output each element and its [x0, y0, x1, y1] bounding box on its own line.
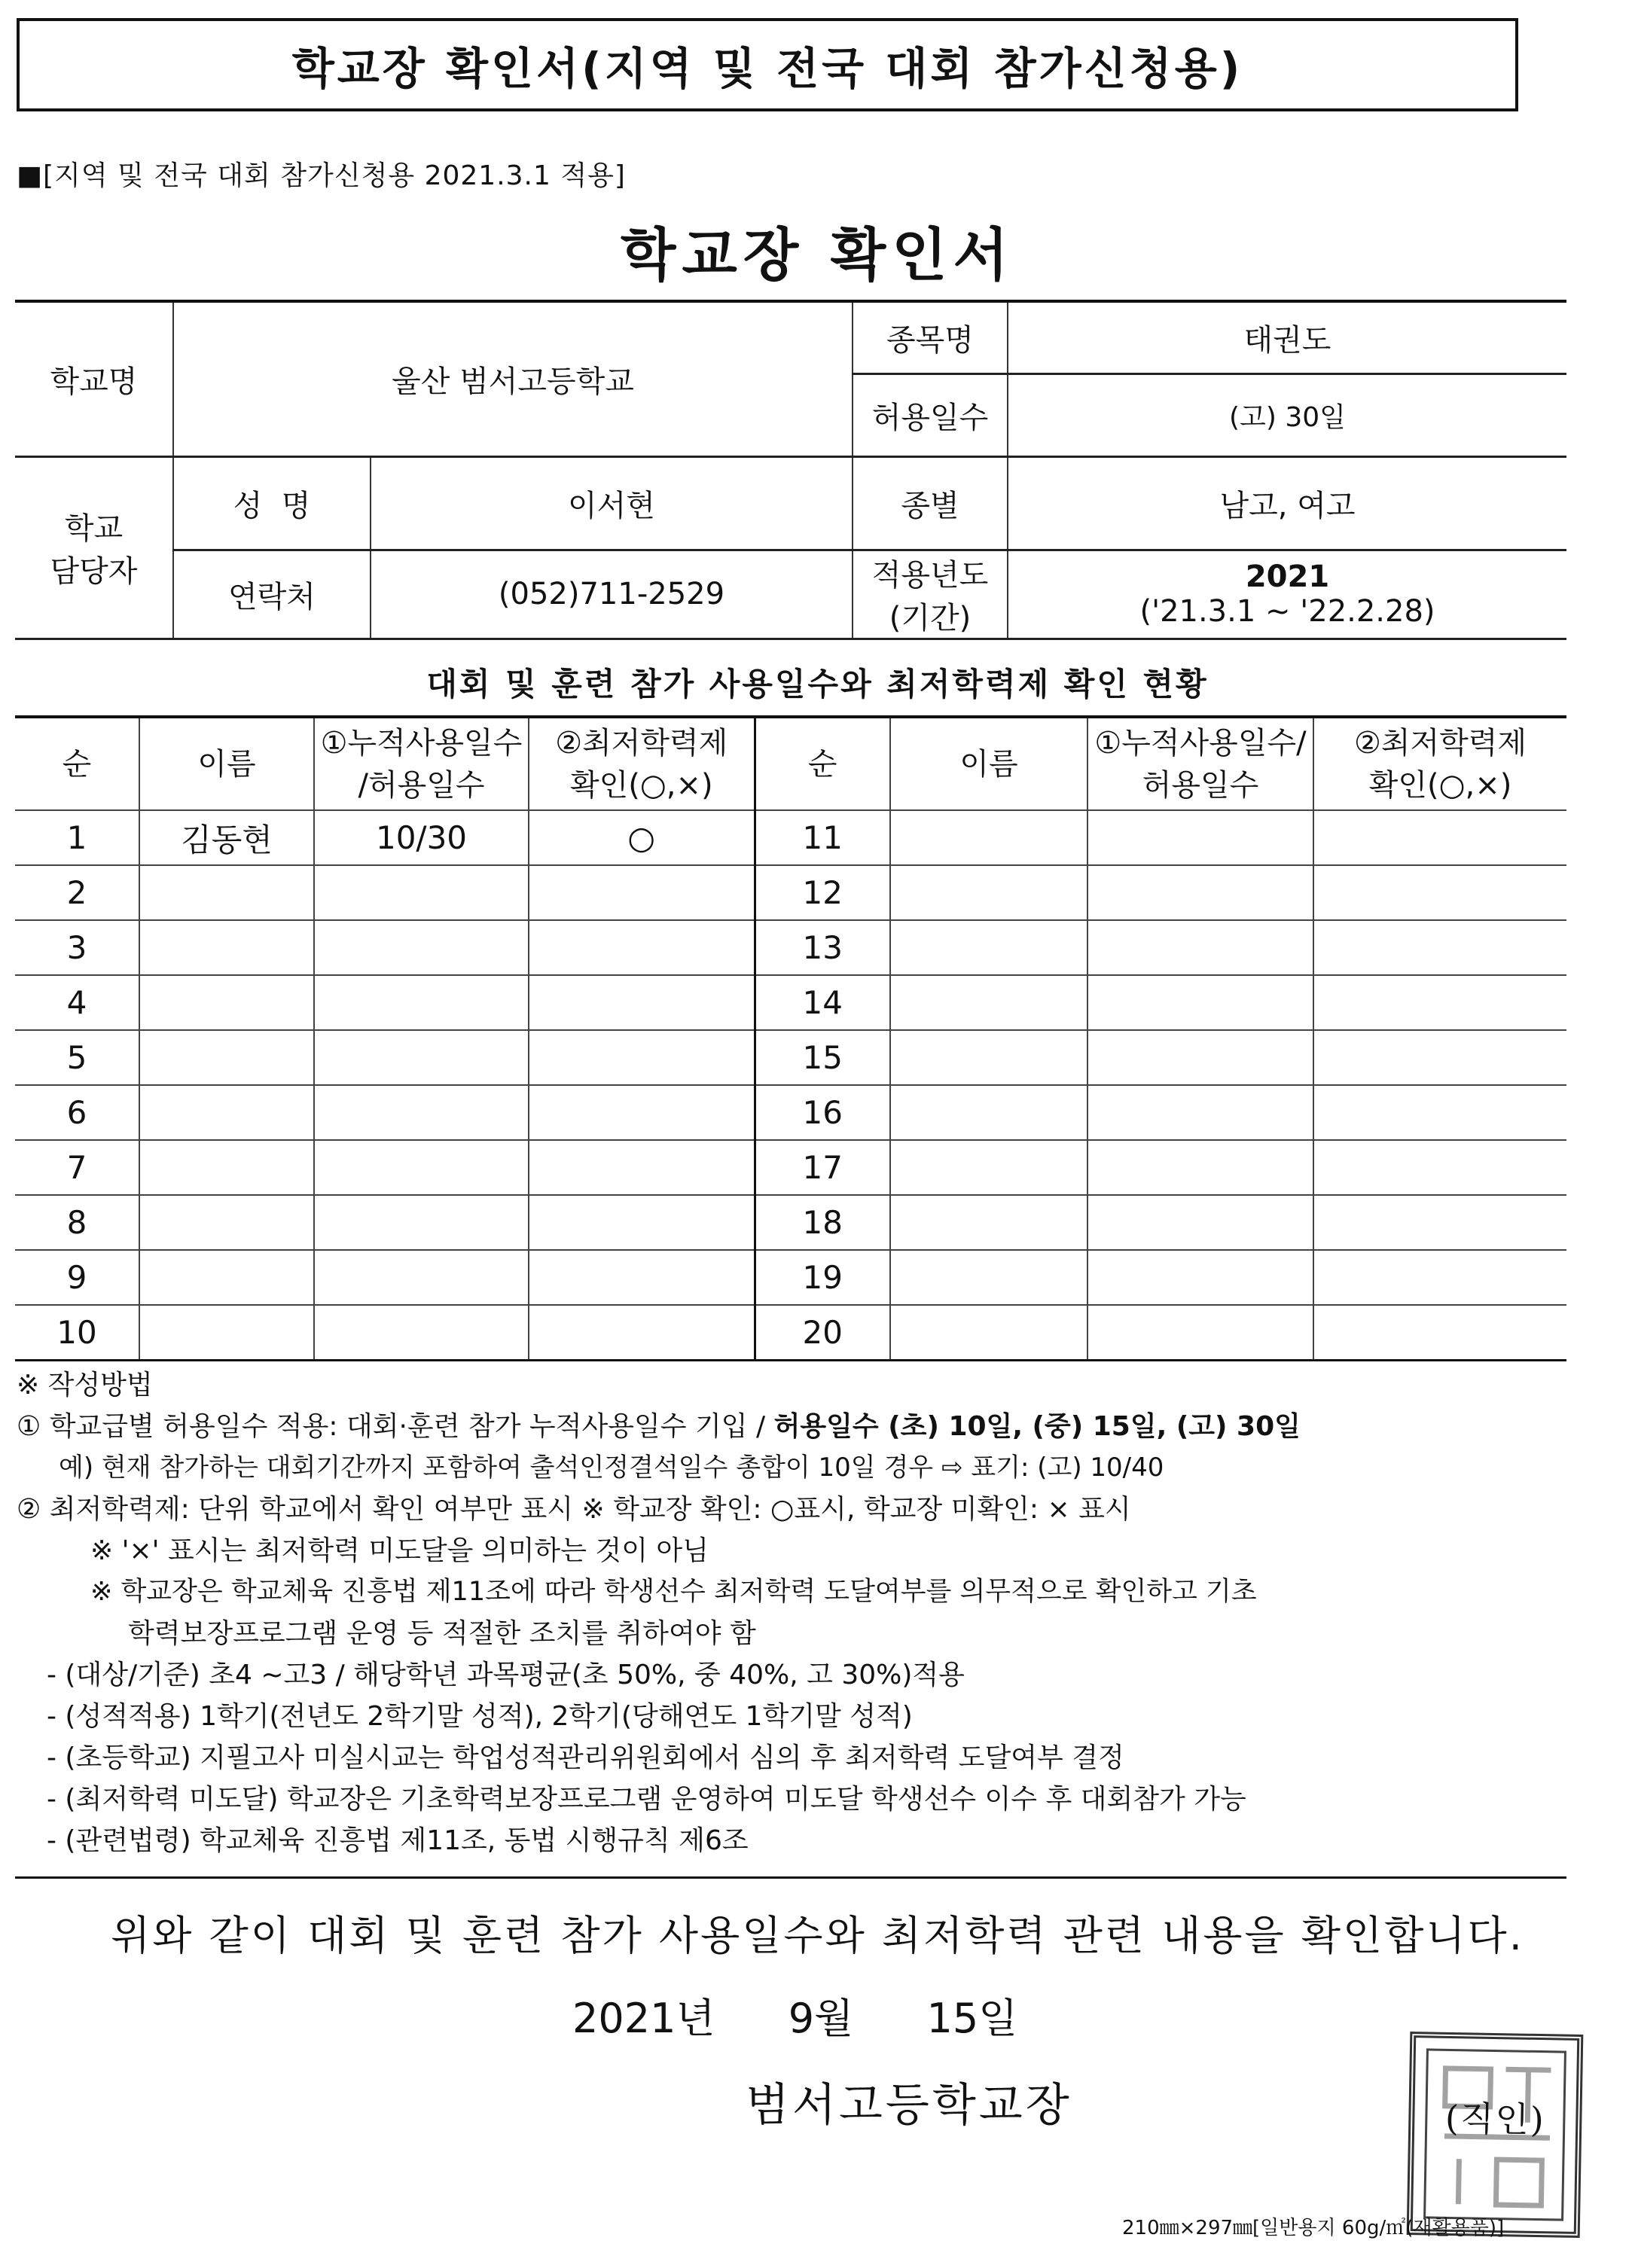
row-name-right — [890, 920, 1087, 975]
allowed-days-value: (고) 30일 — [1008, 373, 1566, 456]
row-days-right — [1087, 975, 1313, 1030]
row-no: 10 — [15, 1305, 139, 1360]
period-value — [1008, 550, 1566, 639]
instructions-section — [17, 1364, 1576, 1861]
row-check — [529, 920, 755, 975]
row-days — [314, 1305, 529, 1360]
status-section-heading: 대회 및 훈련 참가 사용일수와 최저학력제 확인 현황 — [426, 666, 1209, 703]
row-no: 2 — [15, 865, 139, 920]
instruction-1-emphasis: 허용일수 (초) 10일, (중) 15일, (고) 30일 — [773, 1411, 1301, 1442]
row-name — [139, 920, 314, 975]
table-row — [15, 810, 1566, 865]
table-row — [15, 865, 1566, 920]
row-name — [139, 975, 314, 1030]
seal-label: (직인) — [1444, 2097, 1546, 2141]
col-header-no-right: 순 — [755, 717, 890, 810]
row-check — [529, 1030, 755, 1085]
row-name — [139, 1305, 314, 1360]
row-name-right — [890, 1195, 1087, 1250]
instructions-title: ※ 작성방법 — [17, 1370, 153, 1401]
row-days-right — [1087, 1085, 1313, 1140]
period-range: ('21.3.1 ~ '22.2.28) — [1139, 594, 1435, 629]
col-header-check-right-line1: ②최저학력제 — [1353, 725, 1527, 761]
row-name-right — [890, 1250, 1087, 1305]
row-check-right — [1313, 975, 1566, 1030]
col-header-days-line1: ①누적사용일수 — [320, 725, 523, 761]
form-banner-title: 학교장 확인서(지역 및 전국 대회 참가신청용) — [17, 18, 1518, 111]
table-row — [15, 1305, 1566, 1360]
staff-name-label: 성 명 — [173, 456, 371, 550]
row-name — [139, 1195, 314, 1250]
row-days-right — [1087, 1030, 1313, 1085]
form-applicability-note: ■[지역 및 전국 대회 참가신청용 2021.3.1 적용] — [17, 160, 626, 191]
col-header-check-right-line2: 확인(○,×) — [1368, 767, 1512, 803]
roster-body — [15, 810, 1566, 1360]
row-name — [139, 1250, 314, 1305]
row-no-right: 16 — [755, 1085, 890, 1140]
row-no-right: 15 — [755, 1030, 890, 1085]
row-no-right: 12 — [755, 865, 890, 920]
row-check — [529, 1195, 755, 1250]
row-no: 1 — [15, 810, 139, 865]
row-check — [529, 975, 755, 1030]
school-name-value: 울산 범서고등학교 — [173, 301, 853, 456]
row-check — [529, 1250, 755, 1305]
row-days — [314, 1250, 529, 1305]
issue-date — [572, 1986, 1017, 2044]
detail-below-minimum: - (최저학력 미도달) 학교장은 기초학력보장프로그램 운영하여 미도달 학생선수 이수 후 대회참가 가능 — [47, 1784, 1246, 1815]
instruction-2-note-b1: ※ 학교장은 학교체육 진흥법 제11조에 따라 학생선수 최저학력 도달여부를 의무적으로 확인하고 기초 — [90, 1577, 1257, 1607]
instruction-2: ② 최저학력제: 단위 학교에서 확인 여부만 표시 ※ 학교장 확인: ○표시, 학교장 미확인: × 표시 — [17, 1494, 1131, 1525]
period-label-line2: (기간) — [889, 601, 972, 636]
row-days — [314, 865, 529, 920]
period-label — [853, 550, 1008, 639]
principal-signature-line: 범서고등학교장 — [746, 2079, 1072, 2132]
instruction-1-text: ① 학교급별 허용일수 적용: 대회·훈련 참가 누적사용일수 기입 / — [17, 1411, 774, 1442]
row-days — [314, 975, 529, 1030]
category-label: 종별 — [853, 456, 1008, 550]
row-no-right: 19 — [755, 1250, 890, 1305]
col-header-days — [314, 717, 529, 810]
row-days-right — [1087, 1140, 1313, 1195]
row-days-right — [1087, 1250, 1313, 1305]
document-title: 학교장 확인서 — [621, 221, 1014, 288]
row-name — [139, 865, 314, 920]
detail-related-law: - (관련법령) 학교체육 진흥법 제11조, 동법 시행규칙 제6조 — [47, 1825, 749, 1856]
instruction-1-example: 예) 현재 참가하는 대회기간까지 포함하여 출석인정결석일수 총합이 10일 경우 ⇨ 표기: (고) 10/40 — [59, 1453, 1164, 1483]
row-name-right — [890, 975, 1087, 1030]
row-check-right — [1313, 920, 1566, 975]
issue-month: 9월 — [788, 1995, 854, 2042]
row-check — [529, 1305, 755, 1360]
row-check-right — [1313, 1085, 1566, 1140]
col-header-check-line1: ②최저학력제 — [555, 725, 728, 761]
period-year: 2021 — [1245, 559, 1330, 594]
row-check-right — [1313, 1140, 1566, 1195]
row-days-right — [1087, 865, 1313, 920]
table-row — [15, 920, 1566, 975]
row-name-right — [890, 1140, 1087, 1195]
row-days — [314, 1030, 529, 1085]
row-check-right — [1313, 1250, 1566, 1305]
confirmation-statement: 위와 같이 대회 및 훈련 참가 사용일수와 최저학력 관련 내용을 확인합니다. — [111, 1912, 1524, 1959]
row-days — [314, 1085, 529, 1140]
row-no-right: 20 — [755, 1305, 890, 1360]
row-days-right — [1087, 1195, 1313, 1250]
row-name-right — [890, 865, 1087, 920]
col-header-days-right — [1087, 717, 1313, 810]
row-no-right: 11 — [755, 810, 890, 865]
table-row — [15, 1195, 1566, 1250]
table-row — [15, 1140, 1566, 1195]
staff-name-value: 이서현 — [371, 456, 853, 550]
row-check-right — [1313, 1305, 1566, 1360]
row-days — [314, 1195, 529, 1250]
event-label: 종목명 — [853, 301, 1008, 373]
school-info-table — [15, 300, 1566, 640]
detail-elementary: - (초등학교) 지필고사 미실시교는 학업성적관리위원회에서 심의 후 최저학력 도달여부 결정 — [47, 1742, 1124, 1773]
issue-day: 15일 — [926, 1995, 1018, 2042]
row-no-right: 13 — [755, 920, 890, 975]
col-header-no: 순 — [15, 717, 139, 810]
row-name — [139, 1140, 314, 1195]
contact-value: (052)711-2529 — [371, 550, 853, 639]
col-header-check-right — [1313, 717, 1566, 810]
athlete-roster-table — [15, 715, 1566, 1361]
row-days-right — [1087, 920, 1313, 975]
official-seal-icon — [1407, 2032, 1584, 2238]
row-days-right — [1087, 1305, 1313, 1360]
row-check — [529, 1140, 755, 1195]
col-header-check — [529, 717, 755, 810]
col-header-name-right: 이름 — [890, 717, 1087, 810]
col-header-check-line2: 확인(○,×) — [569, 767, 713, 803]
table-row — [15, 1030, 1566, 1085]
detail-grades: - (성적적용) 1학기(전년도 2학기말 성적), 2학기(당해연도 1학기말 성적) — [47, 1701, 913, 1732]
period-label-line1: 적용년도 — [871, 558, 989, 593]
row-no: 3 — [15, 920, 139, 975]
table-row — [15, 1250, 1566, 1305]
row-days — [314, 920, 529, 975]
instruction-2-note-a: ※ '×' 표시는 최저학력 미도달을 의미하는 것이 아님 — [90, 1535, 709, 1566]
col-header-days-right-line2: 허용일수 — [1142, 767, 1259, 803]
contact-label: 연락처 — [173, 550, 371, 639]
row-check-right — [1313, 1030, 1566, 1085]
school-name-label: 학교명 — [15, 301, 173, 456]
row-no-right: 17 — [755, 1140, 890, 1195]
row-check — [529, 1085, 755, 1140]
event-value: 태권도 — [1008, 301, 1566, 373]
table-row — [15, 1085, 1566, 1140]
row-no: 8 — [15, 1195, 139, 1250]
row-name-right — [890, 1305, 1087, 1360]
row-check: ○ — [529, 810, 755, 865]
row-check-right — [1313, 865, 1566, 920]
row-no: 7 — [15, 1140, 139, 1195]
row-check-right — [1313, 1195, 1566, 1250]
staff-label-line1: 학교 — [64, 511, 124, 546]
row-days — [314, 1140, 529, 1195]
row-no-right: 18 — [755, 1195, 890, 1250]
row-name-right — [890, 810, 1087, 865]
detail-target: - (대상/기준) 초4 ~고3 / 해당학년 과목평균(초 50%, 중 40%, 고 30%)적용 — [47, 1660, 965, 1690]
category-value: 남고, 여고 — [1008, 456, 1566, 550]
section-divider — [15, 1876, 1566, 1879]
row-no: 4 — [15, 975, 139, 1030]
allowed-days-label: 허용일수 — [853, 373, 1008, 456]
row-name-right — [890, 1030, 1087, 1085]
col-header-name: 이름 — [139, 717, 314, 810]
paper-specification: 210㎜×297㎜[일반용지 60g/㎡(재활용품)] — [1122, 2217, 1505, 2239]
row-no-right: 14 — [755, 975, 890, 1030]
row-no: 9 — [15, 1250, 139, 1305]
issue-year: 2021년 — [572, 1995, 715, 2042]
col-header-days-line2: /허용일수 — [358, 767, 485, 803]
row-name-right — [890, 1085, 1087, 1140]
staff-label-line2: 담당자 — [50, 554, 138, 589]
row-days: 10/30 — [314, 810, 529, 865]
instruction-2-note-b2: 학력보장프로그램 운영 등 적절한 조치를 취하여야 함 — [128, 1618, 756, 1649]
row-name: 김동현 — [139, 810, 314, 865]
row-name — [139, 1030, 314, 1085]
row-no: 5 — [15, 1030, 139, 1085]
row-no: 6 — [15, 1085, 139, 1140]
staff-label — [15, 456, 173, 639]
col-header-days-right-line1: ①누적사용일수/ — [1094, 725, 1307, 761]
instruction-1 — [17, 1406, 1576, 1447]
row-days-right — [1087, 810, 1313, 865]
row-name — [139, 1085, 314, 1140]
row-check — [529, 865, 755, 920]
row-check-right — [1313, 810, 1566, 865]
table-row — [15, 975, 1566, 1030]
